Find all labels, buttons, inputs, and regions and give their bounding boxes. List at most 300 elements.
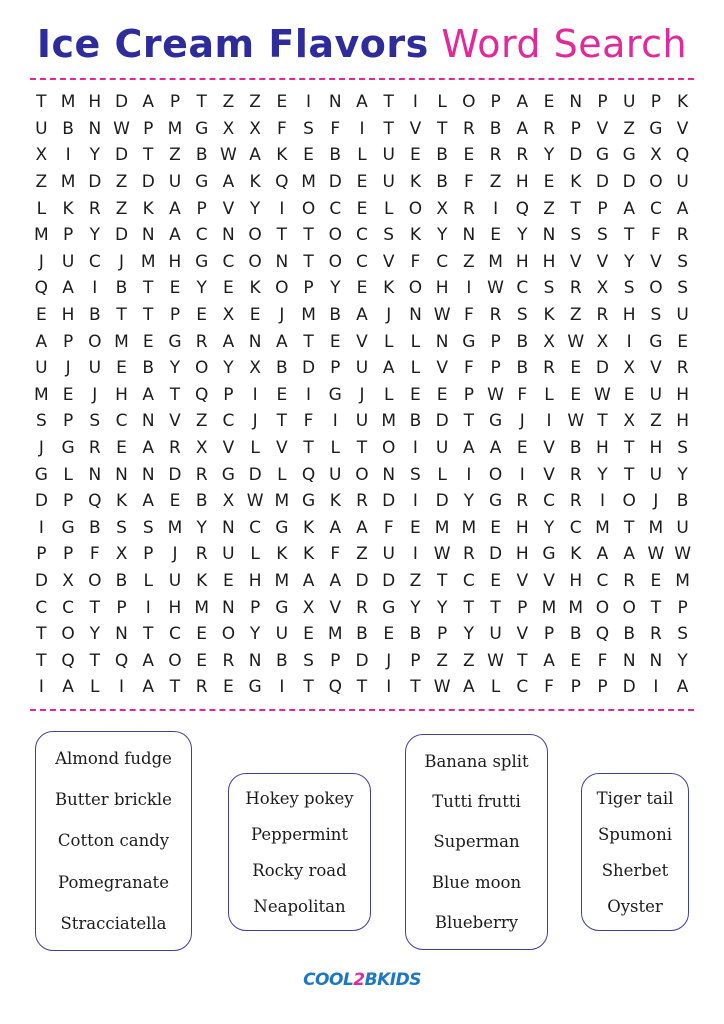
grid-letter[interactable]: M <box>568 597 584 618</box>
grid-letter[interactable]: R <box>676 358 689 379</box>
grid-letter[interactable]: S <box>516 305 528 326</box>
grid-letter[interactable]: E <box>543 172 555 193</box>
grid-letter[interactable]: Q <box>301 464 316 485</box>
grid-letter[interactable]: A <box>623 544 635 565</box>
grid-letter[interactable]: A <box>356 92 368 113</box>
grid-letter[interactable]: S <box>677 438 688 459</box>
grid-letter[interactable]: X <box>115 544 128 565</box>
grid-letter[interactable]: W <box>594 384 611 405</box>
grid-letter[interactable]: I <box>279 198 285 219</box>
grid-letter[interactable]: E <box>677 331 688 352</box>
grid-letter[interactable]: M <box>301 172 316 193</box>
grid-letter[interactable]: M <box>140 251 156 272</box>
grid-letter[interactable]: W <box>433 544 451 565</box>
grid-letter[interactable]: H <box>115 384 128 405</box>
grid-letter[interactable]: G <box>649 118 663 139</box>
grid-letter[interactable]: D <box>355 650 369 671</box>
grid-letter[interactable]: K <box>196 570 208 591</box>
grid-letter[interactable]: O <box>248 225 262 246</box>
grid-letter[interactable]: H <box>88 92 102 113</box>
grid-letter[interactable]: T <box>143 145 154 166</box>
grid-letter[interactable]: Y <box>597 464 608 485</box>
grid-letter[interactable]: U <box>382 172 395 193</box>
grid-letter[interactable]: M <box>381 411 397 432</box>
grid-letter[interactable]: A <box>142 92 155 113</box>
grid-letter[interactable]: N <box>649 650 663 671</box>
grid-letter[interactable]: E <box>356 278 368 299</box>
grid-letter[interactable]: P <box>62 331 74 352</box>
grid-letter[interactable]: A <box>62 278 74 299</box>
grid-letter[interactable]: T <box>436 118 448 139</box>
grid-letter[interactable]: M <box>34 225 49 246</box>
grid-letter[interactable]: G <box>61 438 75 459</box>
grid-letter[interactable]: T <box>517 650 528 671</box>
grid-letter[interactable]: I <box>412 92 418 113</box>
grid-letter[interactable]: M <box>541 597 557 618</box>
grid-letter[interactable]: K <box>276 544 288 565</box>
grid-letter[interactable]: T <box>276 411 288 432</box>
grid-letter[interactable]: Q <box>515 198 529 219</box>
grid-letter[interactable]: P <box>570 118 581 139</box>
grid-letter[interactable]: R <box>543 118 555 139</box>
grid-letter[interactable]: E <box>169 491 181 512</box>
grid-letter[interactable]: G <box>488 491 503 512</box>
grid-letter[interactable]: O <box>382 438 396 459</box>
grid-letter[interactable]: K <box>570 544 582 565</box>
grid-letter[interactable]: S <box>383 225 395 246</box>
grid-letter[interactable]: U <box>168 172 182 193</box>
grid-letter[interactable]: V <box>222 198 235 219</box>
grid-letter[interactable]: H <box>542 251 556 272</box>
grid-letter[interactable]: G <box>301 491 316 512</box>
grid-letter[interactable]: E <box>490 517 501 538</box>
grid-letter[interactable]: W <box>433 305 451 326</box>
grid-letter[interactable]: D <box>168 464 182 485</box>
grid-letter[interactable]: C <box>356 225 368 246</box>
grid-letter[interactable]: G <box>195 251 209 272</box>
grid-letter[interactable]: W <box>487 384 504 405</box>
grid-letter[interactable]: H <box>515 544 529 565</box>
grid-letter[interactable]: K <box>302 544 315 565</box>
grid-letter[interactable]: C <box>115 411 128 432</box>
grid-letter[interactable]: Y <box>436 225 448 246</box>
grid-letter[interactable]: Q <box>34 278 49 299</box>
grid-letter[interactable]: L <box>410 358 421 379</box>
grid-letter[interactable]: S <box>570 225 582 246</box>
grid-letter[interactable]: E <box>410 384 421 405</box>
grid-letter[interactable]: G <box>649 331 663 352</box>
grid-letter[interactable]: B <box>489 118 502 139</box>
grid-letter[interactable]: F <box>410 251 421 272</box>
grid-letter[interactable]: N <box>222 597 235 618</box>
grid-letter[interactable]: I <box>546 411 552 432</box>
grid-letter[interactable]: V <box>436 358 448 379</box>
grid-letter[interactable]: P <box>169 92 181 113</box>
grid-letter[interactable]: F <box>383 517 394 538</box>
grid-letter[interactable]: I <box>145 597 151 618</box>
grid-letter[interactable]: K <box>302 517 315 538</box>
grid-letter[interactable]: F <box>330 544 341 565</box>
grid-letter[interactable]: T <box>89 597 100 618</box>
grid-letter[interactable]: K <box>115 491 128 512</box>
grid-letter[interactable]: Q <box>675 145 690 166</box>
grid-letter[interactable]: B <box>275 358 288 379</box>
grid-letter[interactable]: M <box>434 517 450 538</box>
grid-letter[interactable]: K <box>249 172 261 193</box>
grid-letter[interactable]: O <box>301 198 316 219</box>
grid-letter[interactable]: L <box>490 677 501 698</box>
grid-letter[interactable]: Y <box>463 624 475 645</box>
grid-letter[interactable]: C <box>329 198 342 219</box>
grid-letter[interactable]: O <box>622 597 636 618</box>
grid-letter[interactable]: L <box>410 331 421 352</box>
grid-letter[interactable]: A <box>222 172 235 193</box>
grid-letter[interactable]: R <box>195 544 208 565</box>
grid-letter[interactable]: N <box>622 650 636 671</box>
grid-letter[interactable]: O <box>168 650 182 671</box>
grid-letter[interactable]: A <box>329 517 342 538</box>
grid-letter[interactable]: N <box>248 331 262 352</box>
grid-letter[interactable]: T <box>650 597 662 618</box>
grid-letter[interactable]: D <box>595 358 609 379</box>
grid-letter[interactable]: N <box>88 118 102 139</box>
grid-letter[interactable]: T <box>169 384 181 405</box>
grid-letter[interactable]: U <box>61 251 75 272</box>
grid-letter[interactable]: P <box>223 384 234 405</box>
grid-letter[interactable]: T <box>623 438 635 459</box>
grid-letter[interactable]: T <box>143 278 154 299</box>
grid-letter[interactable]: B <box>115 570 128 591</box>
grid-letter[interactable]: R <box>356 491 368 512</box>
grid-letter[interactable]: I <box>252 384 258 405</box>
grid-letter[interactable]: E <box>543 92 555 113</box>
grid-letter[interactable]: L <box>330 438 340 459</box>
grid-letter[interactable]: N <box>115 624 128 645</box>
grid-letter[interactable]: P <box>677 597 688 618</box>
grid-letter[interactable]: P <box>463 384 474 405</box>
grid-letter[interactable]: E <box>223 278 234 299</box>
grid-letter[interactable]: G <box>61 517 75 538</box>
grid-letter[interactable]: J <box>92 384 98 405</box>
grid-letter[interactable]: D <box>382 570 396 591</box>
grid-letter[interactable]: O <box>408 278 423 299</box>
grid-letter[interactable]: I <box>599 491 605 512</box>
grid-letter[interactable]: E <box>410 145 421 166</box>
grid-letter[interactable]: N <box>141 464 155 485</box>
grid-letter[interactable]: Y <box>543 145 555 166</box>
grid-letter[interactable]: C <box>35 597 48 618</box>
grid-letter[interactable]: R <box>195 677 208 698</box>
grid-letter[interactable]: Q <box>275 172 289 193</box>
grid-letter[interactable]: Q <box>194 384 209 405</box>
grid-letter[interactable]: E <box>303 624 314 645</box>
grid-letter[interactable]: A <box>676 198 689 219</box>
grid-letter[interactable]: B <box>516 358 529 379</box>
grid-letter[interactable]: T <box>303 331 314 352</box>
grid-letter[interactable]: O <box>649 172 663 193</box>
grid-letter[interactable]: T <box>89 650 100 671</box>
grid-letter[interactable]: R <box>222 650 235 671</box>
grid-letter[interactable]: N <box>409 305 422 326</box>
grid-letter[interactable]: B <box>409 624 422 645</box>
grid-letter[interactable]: P <box>62 411 74 432</box>
grid-letter[interactable]: Z <box>489 172 502 193</box>
grid-letter[interactable]: C <box>62 597 75 618</box>
grid-letter[interactable]: O <box>88 331 102 352</box>
grid-letter[interactable]: J <box>386 305 392 326</box>
grid-letter[interactable]: N <box>542 225 556 246</box>
grid-letter[interactable]: P <box>517 597 528 618</box>
grid-letter[interactable]: V <box>516 624 529 645</box>
grid-letter[interactable]: G <box>275 517 289 538</box>
grid-letter[interactable]: A <box>142 677 155 698</box>
grid-letter[interactable]: Y <box>517 225 528 246</box>
grid-letter[interactable]: H <box>596 438 609 459</box>
grid-letter[interactable]: T <box>383 118 394 139</box>
grid-letter[interactable]: T <box>490 597 501 618</box>
grid-letter[interactable]: T <box>623 464 635 485</box>
grid-letter[interactable]: T <box>436 570 448 591</box>
grid-letter[interactable]: E <box>570 384 582 405</box>
grid-letter[interactable]: B <box>329 145 342 166</box>
grid-letter[interactable]: B <box>275 650 288 671</box>
grid-letter[interactable]: T <box>36 92 47 113</box>
grid-letter[interactable]: E <box>116 438 127 459</box>
grid-letter[interactable]: P <box>62 491 74 512</box>
grid-letter[interactable]: M <box>301 305 316 326</box>
grid-letter[interactable]: R <box>195 331 208 352</box>
grid-letter[interactable]: V <box>543 438 555 459</box>
grid-letter[interactable]: E <box>463 145 475 166</box>
grid-letter[interactable]: R <box>569 278 582 299</box>
grid-letter[interactable]: S <box>303 650 314 671</box>
grid-letter[interactable]: C <box>249 517 262 538</box>
grid-letter[interactable]: M <box>274 570 290 591</box>
grid-letter[interactable]: X <box>222 118 235 139</box>
grid-letter[interactable]: J <box>519 411 525 432</box>
grid-letter[interactable]: J <box>172 544 178 565</box>
grid-letter[interactable]: P <box>543 624 555 645</box>
grid-letter[interactable]: Z <box>222 92 235 113</box>
grid-letter[interactable]: L <box>437 464 447 485</box>
grid-letter[interactable]: X <box>596 278 609 299</box>
grid-letter[interactable]: R <box>489 305 502 326</box>
grid-letter[interactable]: U <box>35 118 48 139</box>
grid-letter[interactable]: U <box>649 464 663 485</box>
grid-letter[interactable]: B <box>409 411 422 432</box>
grid-letter[interactable]: R <box>462 198 475 219</box>
grid-letter[interactable]: A <box>222 331 235 352</box>
grid-letter[interactable]: C <box>569 517 582 538</box>
grid-letter[interactable]: A <box>169 225 181 246</box>
grid-letter[interactable]: P <box>597 677 608 698</box>
grid-letter[interactable]: J <box>65 358 71 379</box>
grid-letter[interactable]: M <box>194 597 209 618</box>
grid-letter[interactable]: W <box>219 145 237 166</box>
grid-letter[interactable]: T <box>143 305 154 326</box>
grid-letter[interactable]: H <box>622 305 636 326</box>
grid-letter[interactable]: D <box>569 145 583 166</box>
grid-letter[interactable]: T <box>116 305 127 326</box>
grid-letter[interactable]: R <box>462 544 475 565</box>
grid-letter[interactable]: C <box>222 411 235 432</box>
grid-letter[interactable]: F <box>517 384 528 405</box>
grid-letter[interactable]: R <box>169 438 181 459</box>
grid-letter[interactable]: K <box>142 198 154 219</box>
grid-letter[interactable]: Y <box>543 517 555 538</box>
grid-letter[interactable]: U <box>649 384 663 405</box>
grid-letter[interactable]: S <box>543 278 555 299</box>
grid-letter[interactable]: Y <box>249 198 261 219</box>
grid-letter[interactable]: Z <box>195 411 208 432</box>
grid-letter[interactable]: R <box>356 597 368 618</box>
grid-letter[interactable]: E <box>35 305 47 326</box>
grid-letter[interactable]: N <box>222 225 235 246</box>
grid-letter[interactable]: P <box>650 92 662 113</box>
grid-letter[interactable]: O <box>595 597 610 618</box>
grid-letter[interactable]: L <box>357 145 367 166</box>
grid-letter[interactable]: H <box>435 278 449 299</box>
grid-letter[interactable]: T <box>383 92 394 113</box>
grid-letter[interactable]: X <box>222 491 235 512</box>
grid-letter[interactable]: P <box>143 118 154 139</box>
grid-letter[interactable]: L <box>250 544 260 565</box>
grid-letter[interactable]: C <box>436 251 449 272</box>
grid-letter[interactable]: E <box>196 624 208 645</box>
grid-letter[interactable]: M <box>34 384 49 405</box>
grid-letter[interactable]: B <box>569 624 582 645</box>
grid-letter[interactable]: I <box>519 464 525 485</box>
grid-letter[interactable]: Y <box>89 145 100 166</box>
grid-letter[interactable]: Z <box>409 570 422 591</box>
grid-letter[interactable]: Z <box>356 544 368 565</box>
grid-letter[interactable]: I <box>412 438 418 459</box>
grid-letter[interactable]: A <box>356 305 368 326</box>
grid-letter[interactable]: O <box>88 570 102 591</box>
grid-letter[interactable]: C <box>88 251 101 272</box>
grid-letter[interactable]: C <box>649 198 662 219</box>
grid-letter[interactable]: J <box>119 251 125 272</box>
grid-letter[interactable]: T <box>597 411 608 432</box>
grid-letter[interactable]: Y <box>410 597 421 618</box>
grid-letter[interactable]: V <box>516 570 529 591</box>
grid-letter[interactable]: A <box>329 570 342 591</box>
grid-letter[interactable]: L <box>143 570 153 591</box>
grid-letter[interactable]: Q <box>595 624 610 645</box>
grid-letter[interactable]: R <box>623 570 636 591</box>
grid-letter[interactable]: E <box>276 92 288 113</box>
grid-letter[interactable]: L <box>383 384 394 405</box>
grid-letter[interactable]: V <box>409 118 422 139</box>
grid-letter[interactable]: B <box>142 358 155 379</box>
grid-letter[interactable]: X <box>623 358 635 379</box>
grid-letter[interactable]: E <box>196 650 208 671</box>
grid-letter[interactable]: F <box>303 411 314 432</box>
grid-letter[interactable]: H <box>569 570 583 591</box>
grid-letter[interactable]: B <box>356 624 368 645</box>
grid-letter[interactable]: A <box>382 358 395 379</box>
grid-letter[interactable]: P <box>62 225 74 246</box>
grid-letter[interactable]: A <box>463 438 475 459</box>
grid-letter[interactable]: G <box>462 331 476 352</box>
grid-letter[interactable]: J <box>359 384 365 405</box>
grid-letter[interactable]: D <box>382 491 396 512</box>
grid-letter[interactable]: D <box>435 491 449 512</box>
grid-letter[interactable]: A <box>463 677 475 698</box>
grid-letter[interactable]: B <box>516 331 529 352</box>
grid-letter[interactable]: X <box>249 358 261 379</box>
grid-letter[interactable]: K <box>249 278 261 299</box>
grid-letter[interactable]: U <box>676 517 689 538</box>
grid-letter[interactable]: A <box>249 145 261 166</box>
grid-letter[interactable]: I <box>359 118 365 139</box>
grid-letter[interactable]: T <box>303 677 314 698</box>
grid-letter[interactable]: V <box>569 251 582 272</box>
grid-letter[interactable]: M <box>648 517 664 538</box>
grid-letter[interactable]: A <box>142 491 155 512</box>
grid-letter[interactable]: G <box>488 411 503 432</box>
grid-letter[interactable]: L <box>544 384 554 405</box>
grid-letter[interactable]: T <box>463 597 475 618</box>
grid-letter[interactable]: Z <box>249 92 261 113</box>
grid-letter[interactable]: O <box>488 464 503 485</box>
grid-letter[interactable]: I <box>119 677 125 698</box>
grid-letter[interactable]: B <box>115 278 128 299</box>
grid-letter[interactable]: Z <box>650 411 662 432</box>
grid-letter[interactable]: B <box>569 438 582 459</box>
grid-letter[interactable]: G <box>221 464 235 485</box>
grid-letter[interactable]: E <box>516 438 528 459</box>
grid-letter[interactable]: F <box>89 544 100 565</box>
grid-letter[interactable]: H <box>515 251 529 272</box>
grid-letter[interactable]: G <box>328 384 342 405</box>
grid-letter[interactable]: T <box>356 677 368 698</box>
grid-letter[interactable]: U <box>676 305 689 326</box>
grid-letter[interactable]: S <box>677 251 688 272</box>
grid-letter[interactable]: W <box>647 544 665 565</box>
grid-letter[interactable]: S <box>650 305 662 326</box>
grid-letter[interactable]: S <box>303 118 314 139</box>
letter-grid[interactable] <box>28 89 696 701</box>
grid-letter[interactable]: Y <box>463 491 475 512</box>
grid-letter[interactable]: N <box>275 251 289 272</box>
grid-letter[interactable]: D <box>88 172 102 193</box>
grid-letter[interactable]: C <box>543 491 555 512</box>
grid-letter[interactable]: K <box>329 491 341 512</box>
grid-letter[interactable]: B <box>676 491 689 512</box>
grid-letter[interactable]: M <box>488 251 503 272</box>
grid-letter[interactable]: T <box>36 650 47 671</box>
grid-letter[interactable]: J <box>252 411 258 432</box>
grid-letter[interactable]: N <box>462 225 476 246</box>
grid-letter[interactable]: G <box>275 597 289 618</box>
grid-letter[interactable]: O <box>328 225 342 246</box>
grid-letter[interactable]: E <box>410 517 421 538</box>
grid-letter[interactable]: I <box>653 677 659 698</box>
grid-letter[interactable]: N <box>435 331 449 352</box>
grid-letter[interactable]: N <box>382 464 396 485</box>
grid-letter[interactable]: A <box>516 92 529 113</box>
grid-letter[interactable]: X <box>543 331 555 352</box>
grid-letter[interactable]: U <box>676 172 689 193</box>
grid-letter[interactable]: C <box>169 624 181 645</box>
grid-letter[interactable]: G <box>542 544 556 565</box>
grid-letter[interactable]: W <box>674 544 692 565</box>
cool2bkids-logo[interactable] <box>300 970 424 990</box>
grid-letter[interactable]: R <box>462 118 475 139</box>
grid-letter[interactable]: U <box>489 624 502 645</box>
grid-letter[interactable]: Y <box>169 358 181 379</box>
